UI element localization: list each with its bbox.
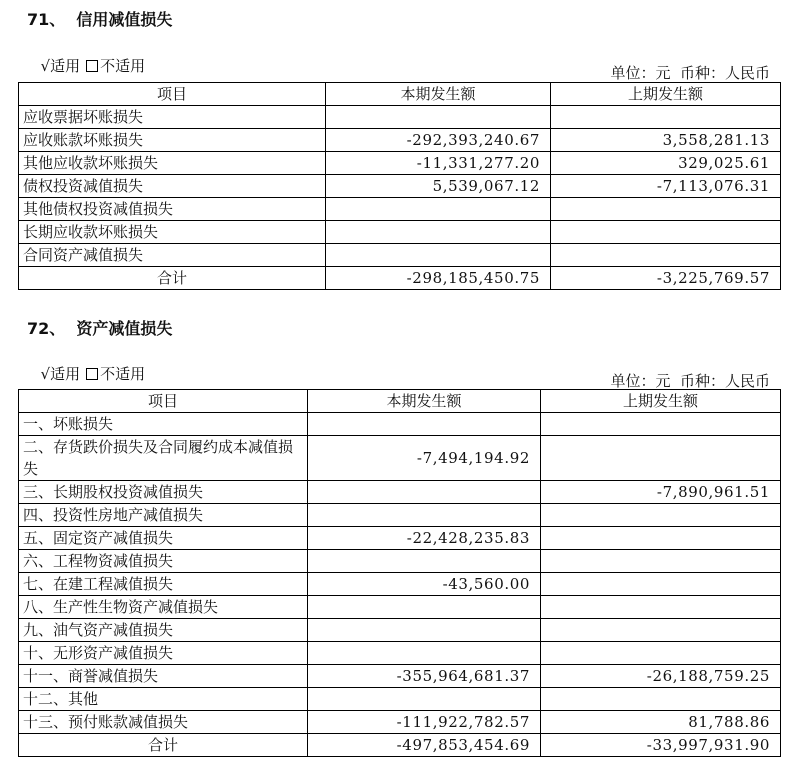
- not-applicable-label: 不适用: [100, 365, 146, 383]
- row-item-cell: 四、投资性房地产减值损失: [19, 504, 308, 527]
- row-item-cell: 二、存货跌价损失及合同履约成本减值损失: [19, 436, 308, 481]
- row-current-cell: [308, 642, 541, 665]
- row-previous-cell: [541, 436, 781, 481]
- section-72-unit: 单位：元 币种：人民币: [610, 372, 770, 390]
- row-item-cell: 长期应收款坏账损失: [19, 221, 326, 244]
- table-row: [19, 573, 781, 596]
- row-previous-cell: [551, 106, 781, 129]
- row-current-cell: -292,393,240.67: [326, 129, 551, 152]
- not-applicable-label: 不适用: [100, 57, 146, 75]
- check-mark-icon: √: [40, 365, 51, 383]
- row-current-cell: [308, 504, 541, 527]
- table-row: [19, 688, 781, 711]
- row-previous-cell: [541, 527, 781, 550]
- row-item-cell: 应收账款坏账损失: [19, 129, 326, 152]
- applicable-label: 适用: [50, 57, 81, 75]
- row-current-cell: [326, 221, 551, 244]
- row-previous-cell: -7,890,961.51: [541, 481, 781, 504]
- row-previous-cell: [551, 221, 781, 244]
- row-previous-cell: 81,788.86: [541, 711, 781, 734]
- table-row: [19, 527, 781, 550]
- row-current-cell: [308, 596, 541, 619]
- table-header-row: [19, 83, 781, 106]
- table-row: [19, 504, 781, 527]
- table-header-row: [19, 390, 781, 413]
- row-item-cell: 八、生产性生物资产减值损失: [19, 596, 308, 619]
- row-current-cell: -43,560.00: [308, 573, 541, 596]
- row-current-cell: [326, 106, 551, 129]
- section-71-unit: 单位：元 币种：人民币: [610, 64, 770, 82]
- row-previous-cell: 3,558,281.13: [551, 129, 781, 152]
- row-current-cell: [308, 413, 541, 436]
- row-item-cell: 合同资产减值损失: [19, 244, 326, 267]
- row-item-cell: 三、长期股权投资减值损失: [19, 481, 308, 504]
- row-current-cell: [308, 481, 541, 504]
- row-item-cell: 一、坏账损失: [19, 413, 308, 436]
- row-item-cell: 其他债权投资减值损失: [19, 198, 326, 221]
- row-item-cell: 七、在建工程减值损失: [19, 573, 308, 596]
- table-row: [19, 436, 781, 481]
- header-previous: 上期发生额: [541, 390, 781, 413]
- empty-checkbox-icon: [86, 60, 98, 72]
- row-previous-cell: [541, 413, 781, 436]
- row-current-cell: [308, 550, 541, 573]
- row-item-cell: 十二、其他: [19, 688, 308, 711]
- table-row: [19, 642, 781, 665]
- row-previous-cell: -26,188,759.25: [541, 665, 781, 688]
- table-row: [19, 550, 781, 573]
- total-current-cell: -497,853,454.69: [308, 734, 541, 757]
- section-71-applicability: [31, 37, 145, 76]
- section-72-title: 72、 资产减值损失: [27, 319, 173, 338]
- empty-checkbox-icon: [86, 368, 98, 380]
- header-current: 本期发生额: [326, 83, 551, 106]
- row-previous-cell: -7,113,076.31: [551, 175, 781, 198]
- header-item: 项目: [19, 390, 308, 413]
- table-row: [19, 175, 781, 198]
- row-current-cell: [308, 688, 541, 711]
- table-row: [19, 198, 781, 221]
- header-current: 本期发生额: [308, 390, 541, 413]
- table-row: [19, 244, 781, 267]
- total-row: [19, 734, 781, 757]
- row-item-cell: 其他应收款坏账损失: [19, 152, 326, 175]
- row-previous-cell: [541, 688, 781, 711]
- row-current-cell: [308, 619, 541, 642]
- row-previous-cell: 329,025.61: [551, 152, 781, 175]
- table-row: [19, 129, 781, 152]
- total-current-cell: -298,185,450.75: [326, 267, 551, 290]
- asset-impairment-table: [18, 389, 781, 757]
- row-current-cell: -22,428,235.83: [308, 527, 541, 550]
- table-row: [19, 665, 781, 688]
- check-mark-icon: √: [40, 57, 51, 75]
- row-item-cell: 六、工程物资减值损失: [19, 550, 308, 573]
- total-previous-cell: -3,225,769.57: [551, 267, 781, 290]
- table-row: [19, 221, 781, 244]
- row-previous-cell: [541, 550, 781, 573]
- table-row: [19, 481, 781, 504]
- table-row: [19, 413, 781, 436]
- table-row: [19, 596, 781, 619]
- credit-impairment-table: [18, 82, 781, 290]
- row-previous-cell: [551, 198, 781, 221]
- table-row: [19, 711, 781, 734]
- total-row: [19, 267, 781, 290]
- table-row: [19, 106, 781, 129]
- row-previous-cell: [541, 619, 781, 642]
- row-current-cell: [326, 198, 551, 221]
- row-item-cell: 应收票据坏账损失: [19, 106, 326, 129]
- row-item-cell: 十、无形资产减值损失: [19, 642, 308, 665]
- row-previous-cell: [541, 504, 781, 527]
- section-72-applicability: [31, 345, 145, 384]
- row-current-cell: -11,331,277.20: [326, 152, 551, 175]
- table-row: [19, 152, 781, 175]
- header-item: 项目: [19, 83, 326, 106]
- row-item-cell: 十三、预付账款减值损失: [19, 711, 308, 734]
- total-label-cell: 合计: [19, 734, 308, 757]
- row-previous-cell: [551, 244, 781, 267]
- row-item-cell: 十一、商誉减值损失: [19, 665, 308, 688]
- row-current-cell: -111,922,782.57: [308, 711, 541, 734]
- row-item-cell: 五、固定资产减值损失: [19, 527, 308, 550]
- row-previous-cell: [541, 642, 781, 665]
- row-current-cell: -7,494,194.92: [308, 436, 541, 481]
- row-item-cell: 债权投资减值损失: [19, 175, 326, 198]
- row-current-cell: [326, 244, 551, 267]
- section-71-title: 71、 信用减值损失: [27, 10, 173, 29]
- total-previous-cell: -33,997,931.90: [541, 734, 781, 757]
- applicable-label: 适用: [50, 365, 81, 383]
- total-label-cell: 合计: [19, 267, 326, 290]
- table-row: [19, 619, 781, 642]
- row-current-cell: 5,539,067.12: [326, 175, 551, 198]
- row-item-cell: 九、油气资产减值损失: [19, 619, 308, 642]
- row-current-cell: -355,964,681.37: [308, 665, 541, 688]
- header-previous: 上期发生额: [551, 83, 781, 106]
- row-previous-cell: [541, 596, 781, 619]
- row-previous-cell: [541, 573, 781, 596]
